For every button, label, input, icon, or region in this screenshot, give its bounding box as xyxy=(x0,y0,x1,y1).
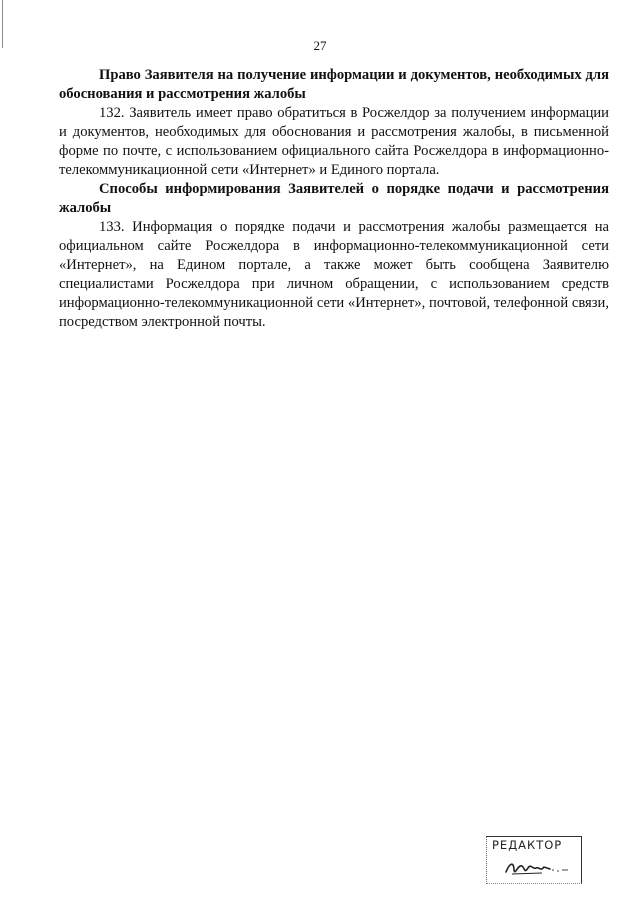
paragraph-132: 132. Заявитель имеет право обратиться в Росжелдор за получением информации и документов, необходимых для обоснования и рассмотрения жалобы, в письменной форме по почте, с использованием официального сайта Росжелдора в информационно-телекоммуникационной сети «Интернет» и Единого портала. xyxy=(59,105,609,178)
handwritten-signature-icon xyxy=(502,856,572,880)
page-number: 27 xyxy=(313,38,327,53)
section-heading-right-to-information: Право Заявителя на получение информации и документов, необходимых для обоснования и рассмотрения жалобы xyxy=(59,67,609,102)
section-heading-informing-methods: Способы информирования Заявителей о порядке подачи и рассмотрения жалобы xyxy=(59,181,609,216)
paragraph-133: 133. Информация о порядке подачи и рассмотрения жалобы размещается на официальном сайте Росжелдора в информационно-телекоммуникационной сети «Интернет», на Едином портале, а также может быть сообщена Заявителю специалистами Росжелдора при личном обращении, с использованием средств информационно-телекоммуникационной сети «Интернет», почтовой, телефонной связи, посредством электронной почты. xyxy=(59,219,609,330)
stamp-label: РЕДАКТОР xyxy=(492,838,563,852)
editor-stamp xyxy=(482,836,582,886)
document-body xyxy=(59,66,609,332)
